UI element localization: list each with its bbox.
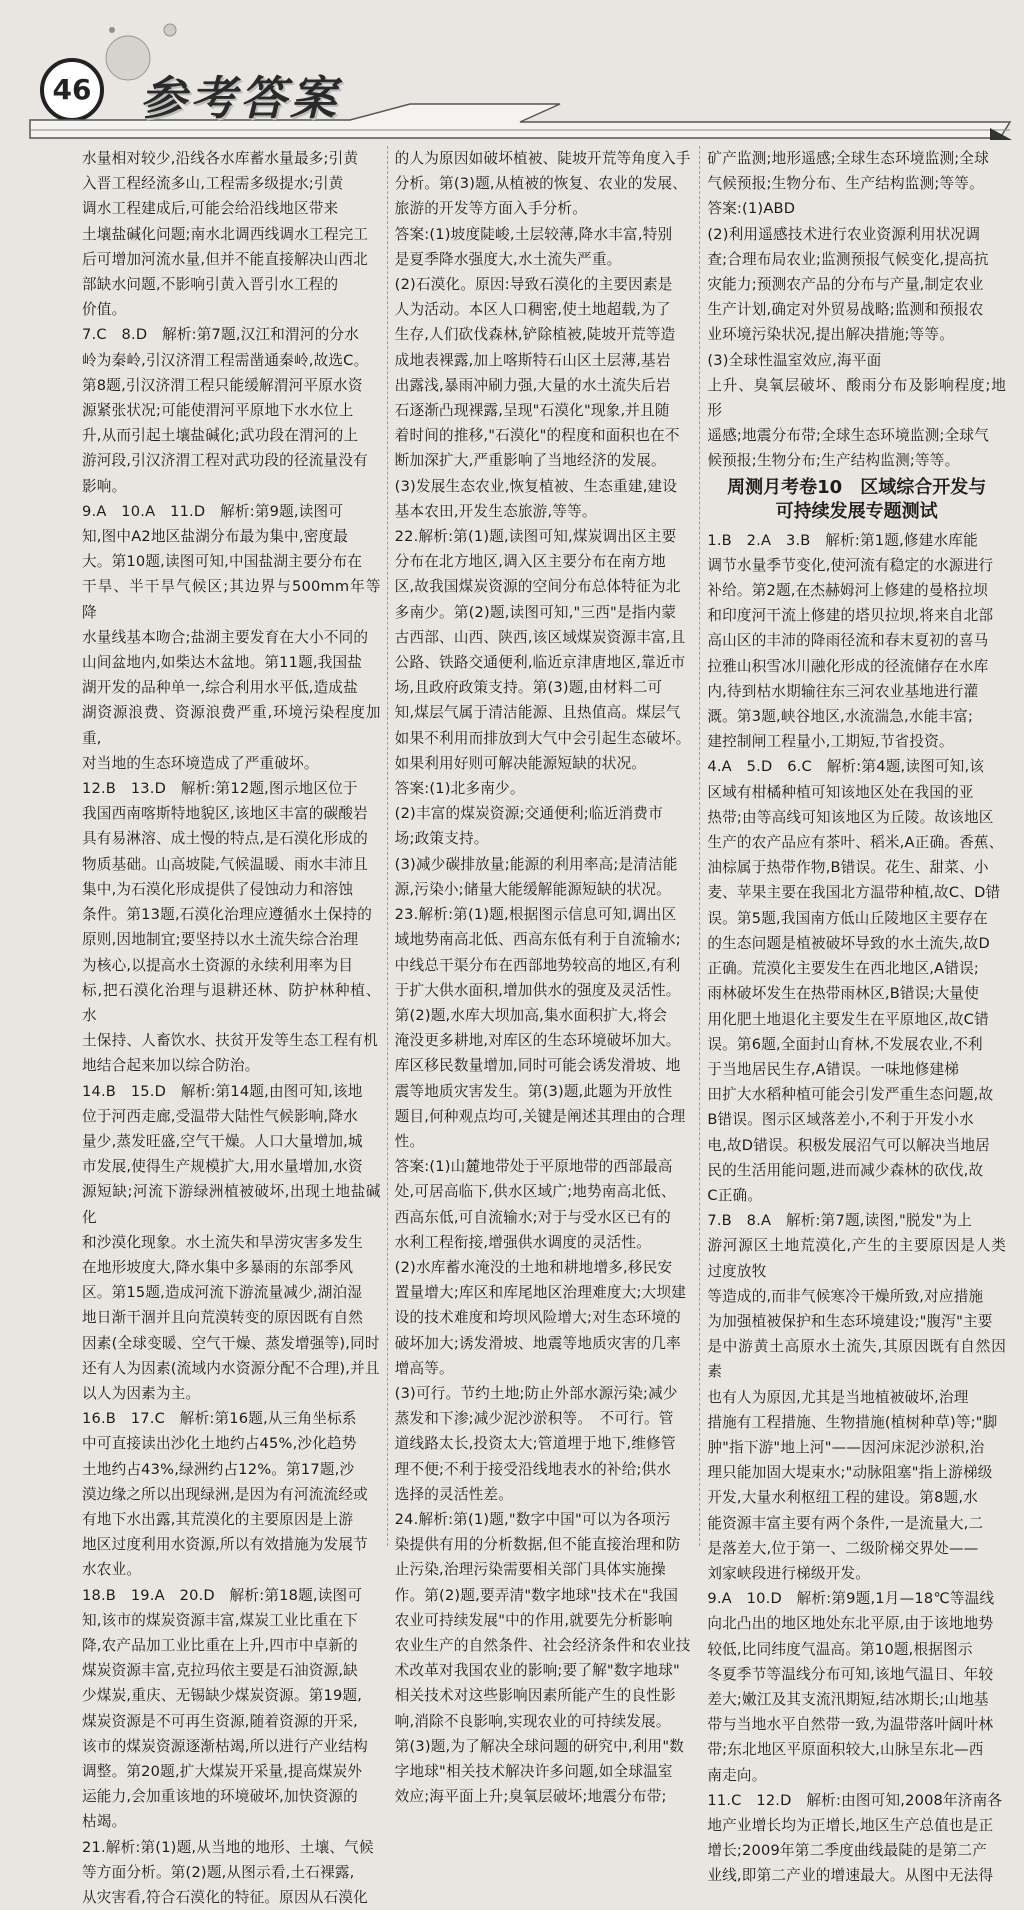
answer-text-right-top: 矿产监测;地形遥感;全球生态环境监测;全球 气候预报;生物分布、生产结构监测;等等。 答案:(1)ABD (2)利用遥感技术进行农业资源利用状况调 查;合理布局农业;监测预报气候变化,提高抗 灾能力;预测农产品的分布与产量,制定农业 生产计划,确定对外贸易战略;监测和预报农 业环境污染状况,提出解决措施;等等。 (3)全球性温室效应,海平面 上升、臭氧层破坏、酸雨分布及影响程度;地形 遥感;地震分布带;全球生态环境监测;全球气 候预报;生物分布;生产结构监测;等等。 bbox=[707, 150, 1007, 470]
answer-text-middle: 的人为原因如破坏植被、陡坡开荒等角度入手 分析。第(3)题,从植被的恢复、农业的发展、 旅游的开发等方面入手分析。 答案:(1)坡度陡峻,土层较薄,降水丰富,特别 是夏季降水强度大,水土流失严重。 (2)石漠化。原因:导致石漠化的主要因素是 人为活动。本区人口稠密,使土地超载,为了 生存,人们砍伐森林,铲除植被,陡坡开荒等造 成地表裸露,加上喀斯特石山区土层薄,基岩 出露浅,暴雨冲刷力强,大量的水土流失后岩 石逐渐凸现裸露,呈现"石漠化"现象,并且随 着时间的推移,"石漠化"的程度和面积也在不 断加深扩大,严重影响了当地经济的发展。 (3)发展生态农业,恢复植被、生态重建,建设 基本农田,开发生态旅游,等等。 22.解析:第(1)题,读图可知,煤炭调出区主要 分布在北方地区,调入区主要分布在南方地 区,故我国煤炭资源的空间分布总体特征为北 多南少。第(2)题,读图可知,"三西"是指内蒙 古西部、山西、陕西,该区域煤炭资源丰富,且 公路、铁路交通便利,临近京津唐地区,靠近市 场,且政府政策支持。第(3)题,由材料二可 知,煤层气属于清洁能源、且热值高。煤层气 如果不利用而排放到大气中会引起生态破坏。 如果利用好则可解决能源短缺的状况。 答案:(1)北多南少。 (2)丰富的煤炭资源;交通便利;临近消费市 场;政策支持。 (3)减少碳排放量;能源的利用率高;是清洁能 源,污染小;储量大能缓解能源短缺的状况。 23.解析:第(1)题,根据图示信息可知,调出区 域地势南高北低、西高东低有利于自流输水; 中线总干渠分布在西部地势较高的地区,有利 于扩大供水面积,增加供水的强度及灵活性。 第(2)题,水库大坝加高,集水面积扩大,将会 淹没更多耕地,对库区的生态环境破坏加大。 库区移民数量增加,同时可能会诱发滑坡、地 震等地质灾害发生。第(3)题,此题为开放性 题目,何种观点均可,关键是阐述其理由的合理 性。 答案:(1)山麓地带处于平原地带的西部最高 处,可居高临下,供水区域广;地势南高北低、 西高东低,可自流输水;对于与受水区已有的 水利工程衔接,增强供水调度的灵活性。 (2)水库蓄水淹没的土地和耕地增多,移民安 置量增大;库区和库尾地区治理难度大;大坝建 设的技术难度和垮坝风险增大;对生态环境的 破坏加大;诱发滑坡、地震等地质灾害的几率 增高等。 (3)可行。节约土地;防止外部水源污染;减少 蒸发和下渗;减少泥沙淤积等。 不可行。管 道线路太长,投资太大;管道埋于地下,维修管 理不便;不利于接受沿线地表水的补给;供水 选择的灵活性差。 24.解析:第(1)题,"数字中国"可以为各项污 染提供有用的分析数据,但不能直接治理和防 止污染,治理污染需要相关部门具体实施操 作。第(2)题,要弄清"数字地球"技术在"我国 农业可持续发展"中的作用,就要先分析影响 农业生产的自然条件、社会经济条件和农业技 术改革对我国农业的影响;要了解"数字地球" 相关技术对这些影响因素所能产生的良性影 响,消除不良影响,实现农业的可持续发展。 第(3)题,为了解决全球问题的研究中,利用"数 字地球"相关技术解决许多问题,如全球温室 效应;海平面上升;臭氧层破坏;地震分布带; bbox=[394, 150, 691, 1806]
section-title: 周测月考卷10 区域综合开发与 可持续发展专题测试 bbox=[727, 476, 987, 522]
column-right bbox=[707, 146, 1007, 1885]
answer-columns bbox=[82, 146, 1007, 1907]
answer-text-right-bottom: 1.B 2.A 3.B 解析:第1题,修建水库能 调节水量季节变化,使河流有稳定的水源进行 补给。第2题,在杰赫姆河上修建的曼格拉坝 和印度河干流上修建的塔贝拉坝,将来自北部 高山区的丰沛的降雨径流和春末夏初的喜马 拉雅山积雪冰川融化形成的径流储存在水库 内,待到枯水期输往东三河农业基地进行灌 溉。第3题,峡谷地区,水流湍急,水能丰富; 建控制闸工程量小,工期短,节省投资。 4.A 5.D 6.C 解析:第4题,读图可知,该 区域有柑橘种植可知该地区处在我国的亚 热带;由等高线可知该地区为丘陵。故该地区 生产的农产品应有茶叶、稻米,A正确。香蕉、 油棕属于热带作物,B错误。花生、甜菜、小 麦、苹果主要在我国北方温带种植,故C、D错 误。第5题,我国南方低山丘陵地区主要存在 的生态问题是植被破坏导致的水土流失,故D 正确。荒漠化主要发生在西北地区,A错误; 雨林破坏发生在热带雨林区,B错误;大量使 用化肥土地退化主要发生在平原地区,故C错 误。第6题,全面封山育林,不发展农业,不利 于当地居民生存,A错误。一味地修建梯 田扩大水稻种植可能会引发严重生态问题,故 B错误。图示区域落差小,不利于开发小水 电,故D错误。积极发展沼气可以解决当地居 民的生活用能问题,进而减少森林的砍伐,故 C正确。 7.B 8.A 解析:第7题,读图,"脱发"为上 游河源区土地荒漠化,产生的主要原因是人类过度放牧 等造成的,而非气候寒冷干燥所致,对应措施 为加强植被保护和生态环境建设;"腹泻"主要 是中游黄土高原水土流失,其原因既有自然因素 也有人为原因,尤其是当地植被破坏,治理 措施有工程措施、生物措施(植树种草)等;"脚 肿"指下游"地上河"——因河床泥沙淤积,治 理只能加固大堤束水;"动脉阻塞"指上游梯级 开发,大量水利枢纽工程的建设。第8题,水 能资源丰富主要有两个条件,一是流量大,二 是落差大,位于第一、二级阶梯交界处—— 刘家峡段进行梯级开发。 9.A 10.D 解析:第9题,1月—18℃等温线 向北凸出的地区地处东北平原,由于该地地势 较低,比同纬度气温高。第10题,根据图示 冬夏季节等温线分布可知,该地气温日、年较 差大;嫩江及其支流汛期短,结冰期长;山地基 带与当地水平自然带一致,为温带落叶阔叶林 带;东北地区平原面积较大,山脉呈东北—西 南走向。 11.C 12.D 解析:由图可知,2008年济南各 地产业增长均为正增长,地区生产总值也是正 增长;2009年第二季度曲线最陡的是第二产 业线,即第二产业的增速最大。从图中无法得 bbox=[707, 531, 1007, 1885]
answer-text-left: 水量相对较少,沿线各水库蓄水量最多;引黄 入晋工程经流多山,工程需多级提水;引黄 调水工程建成后,可能会给沿线地区带来 土壤盐碱化问题;南水北调西线调水工程完工 后可增加河流水量,但并不能直接解决山西北 部缺水问题,不影响引黄入晋引水工程的 价值。 7.C 8.D 解析:第7题,汉江和渭河的分水 岭为秦岭,引汉济渭工程需凿通秦岭,故选C。 第8题,引汉济渭工程只能缓解渭河平原水资 源紧张状况;可能使渭河平原地下水水位上 升,从而引起土壤盐碱化;武功段在渭河的上 游河段,引汉济渭工程对武功段的径流量没有 影响。 9.A 10.A 11.D 解析:第9题,读图可 知,图中A2地区盐湖分布最为集中,密度最 大。第10题,读图可知,中国盐湖主要分布在 干旱、半干旱气候区;其边界与500mm年等降 水量线基本吻合;盐湖主要发育在大小不同的 山间盆地内,如柴达木盆地。第11题,我国盐 湖开发的品种单一,综合利用水平低,造成盐 湖资源浪费、资源浪费严重,环境污染程度加重, 对当地的生态环境造成了严重破坏。 12.B 13.D 解析:第12题,图示地区位于 我国西南喀斯特地貌区,该地区丰富的碳酸岩 具有易淋溶、成土慢的特点,是石漠化形成的 物质基础。山高坡陡,气候温暖、雨水丰沛且 集中,为石漠化形成提供了侵蚀动力和溶蚀 条件。第13题,石漠化治理应遵循水土保持的 原则,因地制宜;要坚持以水土流失综合治理 为核心,以提高水土资源的永续利用率为目 标,把石漠化治理与退耕还林、防护林种植、水 土保持、人畜饮水、扶贫开发等生态工程有机 地结合起来加以综合防治。 14.B 15.D 解析:第14题,由图可知,该地 位于河西走廊,受温带大陆性气候影响,降水 量少,蒸发旺盛,空气干燥。人口大量增加,城 市发展,使得生产规模扩大,用水量增加,水资 源短缺;河流下游绿洲植被破坏,出现土地盐碱化 和沙漠化现象。水土流失和旱涝灾害多发生 在地形坡度大,降水集中多暴雨的东部季风 区。第15题,造成河流下游流量减少,湖泊湿 地日渐干涸并且向荒漠转变的原因既有自然 因素(全球变暖、空气干燥、蒸发增强等),同时 还有人为因素(流域内水资源分配不合理),并且 以人为因素为主。 16.B 17.C 解析:第16题,从三角坐标系 中可直接读出沙化土地约占45%,沙化趋势 土地约占43%,绿洲约占12%。第17题,沙 漠边缘之所以出现绿洲,是因为有河流流经或 有地下水出露,其荒漠化的主要原因是上游 地区过度利用水资源,所以有效措施为发展节 水农业。 18.B 19.A 20.D 解析:第18题,读图可 知,该市的煤炭资源丰富,煤炭工业比重在下 降,农产品加工业比重在上升,四市中卓新的 煤炭资源丰富,克拉玛依主要是石油资源,缺 少煤炭,重庆、无锡缺少煤炭资源。第19题, 煤炭资源是不可再生资源,随着资源的开采, 该市的煤炭资源逐渐枯竭,所以进行产业结构 调整。第20题,扩大煤炭开采量,提高煤炭外 运能力,会加重该地的环境破坏,加快资源的 枯竭。 21.解析:第(1)题,从当地的地形、土壤、气候 等方面分析。第(2)题,从图示看,土石裸露, 从灾害看,符合石漠化的特征。原因从石漠化 bbox=[82, 150, 381, 1907]
page-header bbox=[0, 0, 1024, 150]
decor-dot bbox=[109, 27, 115, 33]
column-middle bbox=[394, 146, 694, 1806]
page-title: 参考答案 bbox=[140, 71, 340, 125]
decor-circle-small bbox=[164, 24, 176, 36]
column-left bbox=[82, 146, 381, 1907]
page-number: 46 bbox=[52, 73, 92, 106]
